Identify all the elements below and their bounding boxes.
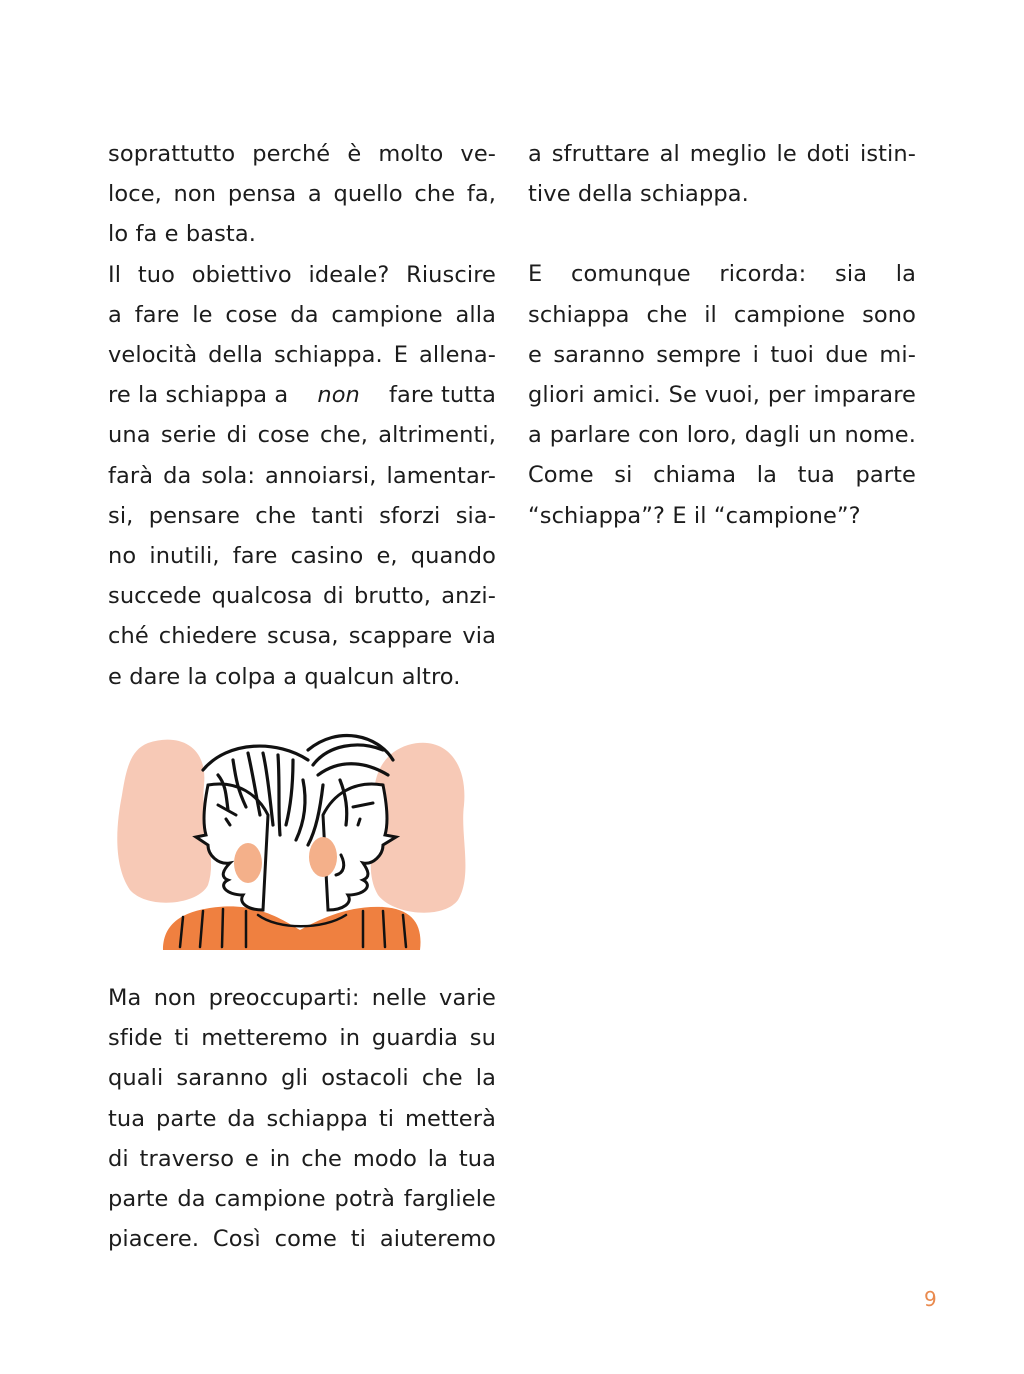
text-line: piacere. Così come ti aiuteremo [108,1226,496,1253]
paragraph-dont-worry [108,978,496,1259]
text-line: e dare la colpa a qualcun altro. [108,663,461,690]
text-line: tive della schiappa. [528,181,749,208]
text-line: no inutili, fare casino e, quando [108,543,496,570]
text-line: gliori amici. Se vuoi, per imparare [528,382,916,409]
left-column-bottom-text [108,978,496,1259]
page-number: 9 [924,1287,937,1311]
text-line: “schiappa”? E il “campione”? [528,502,861,529]
text-line: una serie di cose che, altrimenti, [108,422,496,449]
text-line: lo fa e basta. [108,221,256,248]
text-line: ché chiedere scusa, scappare via [108,623,496,650]
text-line: sfide ti metteremo in guardia su [108,1025,496,1052]
text-line: e saranno sempre i tuoi due mi- [528,341,916,368]
illustration-icon [108,715,488,960]
text-line: farà da sola: annoiarsi, lamentar- [108,462,496,489]
right-column-text [528,134,916,536]
right-cheek [309,837,337,877]
text-line: a parlare con loro, dagli un nome. [528,422,916,449]
text-line: si, pensare che tanti sforzi sia- [108,502,496,529]
text-line-with-emphasis [108,375,496,415]
text-fragment: fare tutta [381,382,496,409]
text-line: quali saranno gli ostacoli che la [108,1065,496,1092]
text-line: velocità della schiappa. E allena- [108,342,496,369]
text-line: schiappa che il campione sono [528,301,916,328]
text-line: a sfruttare al meglio le doti istin- [528,141,916,167]
paragraph-remember [528,254,916,535]
text-line: tua parte da schiappa ti metterà [108,1105,496,1132]
text-fragment: re la schiappa a [108,382,296,409]
text-line: succede qualcosa di brutto, anzi- [108,583,496,610]
text-line: a fare le cose da campione alla [108,301,496,328]
text-line: loce, non pensa a quello che fa, [108,181,496,208]
text-line: Come si chiama la tua parte [528,462,916,489]
text-line: soprattutto perché è molto ve- [108,141,496,167]
text-line: E comunque ricorda: sia la [528,261,916,288]
paragraph-gap [528,214,916,254]
paragraph-ideal-goal [108,255,496,697]
paragraph-instinct [528,134,916,214]
text-line: Il tuo obiettivo ideale? Riuscire [108,261,496,288]
two-faced-child-illustration [108,715,488,960]
left-cheek [234,843,262,883]
text-line: di traverso e in che modo la tua [108,1145,496,1172]
left-blush-shape [117,740,211,903]
paragraph-fast-thinking [108,134,496,255]
left-column-top-text [108,134,496,697]
emphasized-word: non [317,382,360,409]
text-line: parte da campione potrà fargliele [108,1186,496,1213]
text-line: Ma non preoccuparti: nelle varie [108,985,496,1011]
